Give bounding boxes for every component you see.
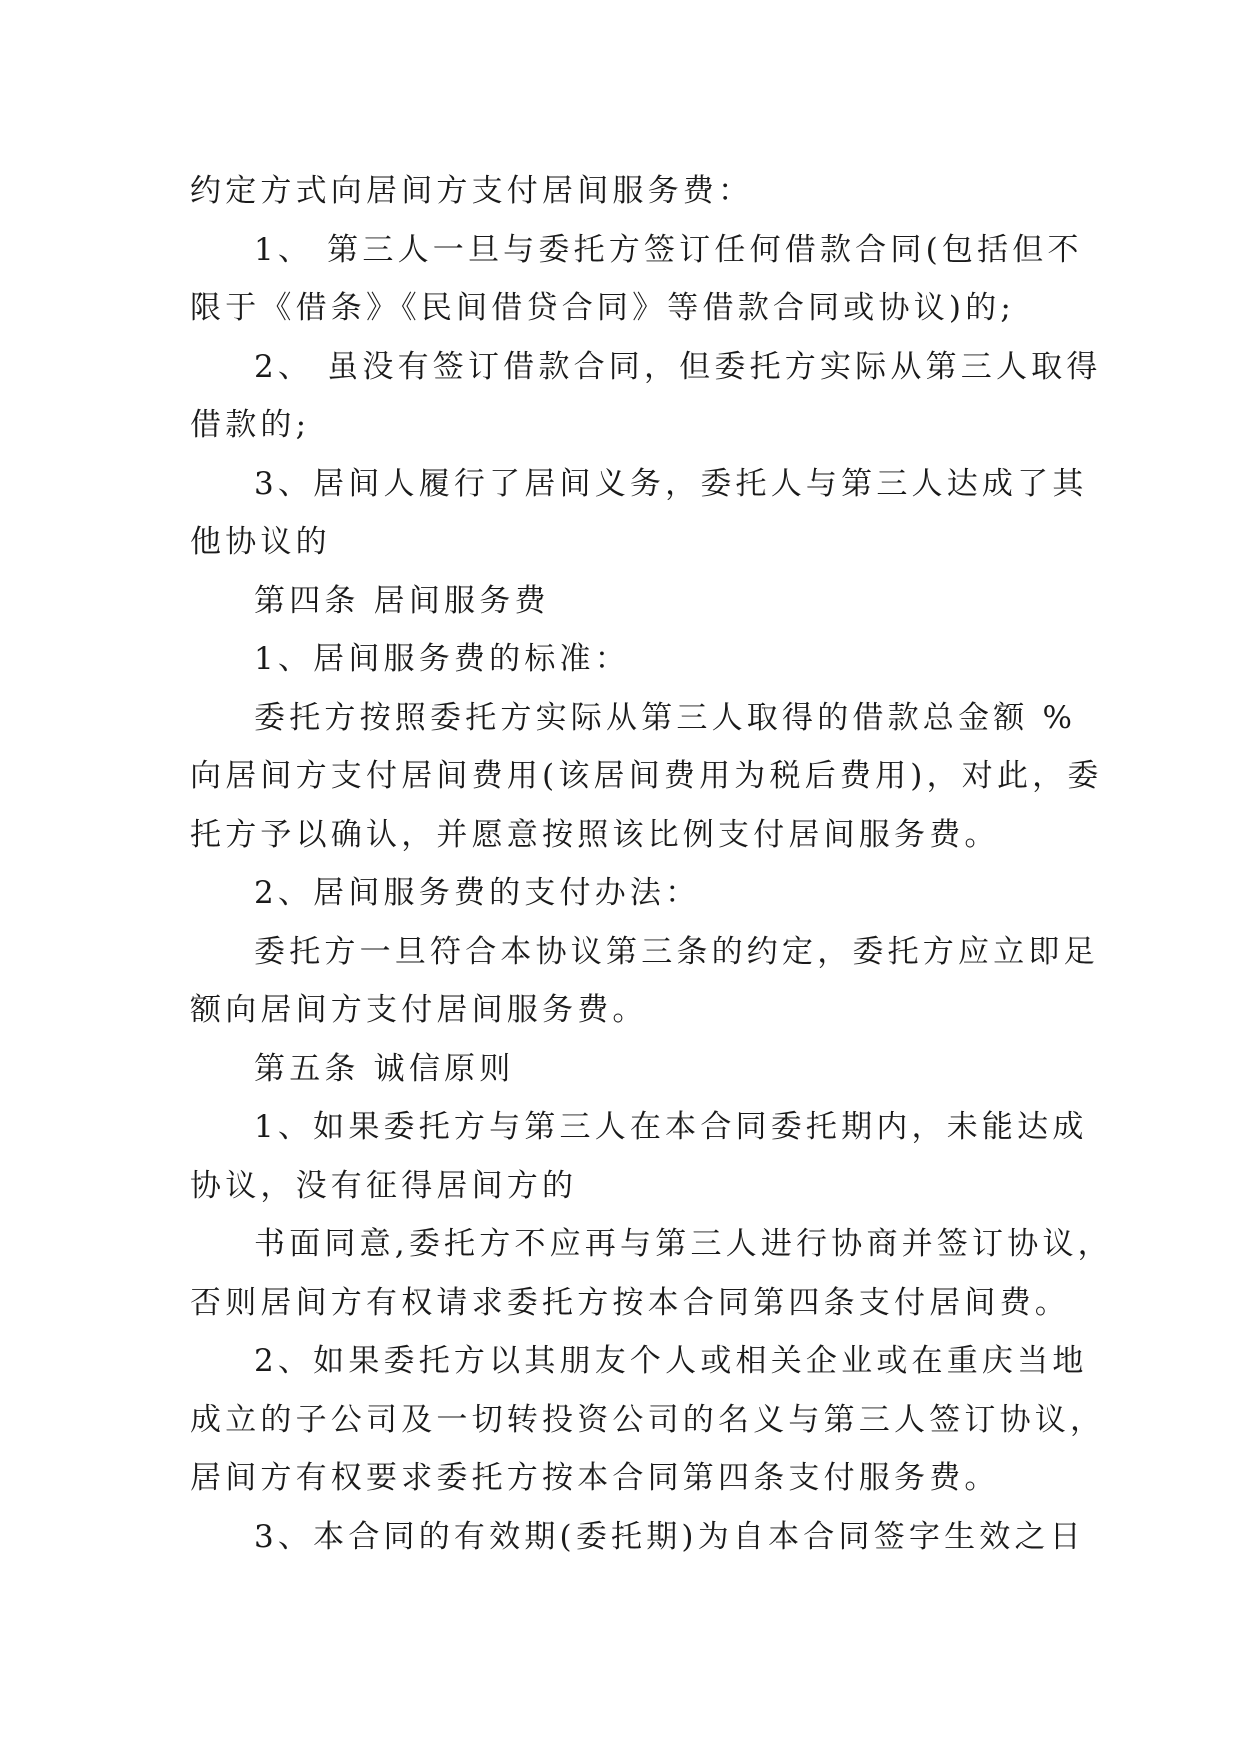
text-line-6: 3、居间人履行了居间义务，委托人与第三人达成了其 xyxy=(254,465,1088,502)
article-5-heading: 第五条 诚信原则 xyxy=(254,1050,515,1087)
text-line-5: 借款的; xyxy=(190,407,311,443)
text-line-1: 约定方式向居间方支付居间服务费： xyxy=(190,173,754,209)
text-line-23: 居间方有权要求委托方按本合同第四条支付服务费。 xyxy=(190,1460,1000,1496)
text-line-24: 3、本合同的有效期(委托期)为自本合同签字生效之日 xyxy=(254,1518,1085,1555)
article-4-heading: 第四条 居间服务费 xyxy=(254,582,550,619)
text-line-3: 限于《借条》《民间借贷合同》等借款合同或协议)的; xyxy=(190,290,1016,326)
text-line-14: 委托方一旦符合本协议第三条的约定，委托方应立即足 xyxy=(254,933,1099,970)
text-line-20: 否则居间方有权请求委托方按本合同第四条支付居间费。 xyxy=(190,1284,1070,1321)
text-line-2: 1、 第三人一旦与委托方签订任何借款合同(包括但不 xyxy=(254,231,1083,268)
text-line-9: 1、居间服务费的标准： xyxy=(254,641,630,677)
text-line-11: 向居间方支付居间费用(该居间费用为税后费用)，对此，委 xyxy=(190,758,1103,794)
text-line-17: 1、如果委托方与第三人在本合同委托期内，未能达成 xyxy=(254,1109,1088,1145)
text-line-10: 委托方按照委托方实际从第三人取得的借款总金额 % xyxy=(254,699,1077,736)
text-line-7: 他协议的 xyxy=(190,524,331,560)
text-line-18: 协议，没有征得居间方的 xyxy=(190,1167,578,1204)
document-page xyxy=(190,162,1113,1566)
text-line-12: 托方予以确认，并愿意按照该比例支付居间服务费。 xyxy=(190,816,1000,853)
text-line-4: 2、 虽没有签订借款合同，但委托方实际从第三人取得 xyxy=(254,348,1102,385)
text-line-15: 额向居间方支付居间服务费。 xyxy=(190,992,648,1028)
text-line-19: 书面同意,委托方不应再与第三人进行协商并签订协议， xyxy=(254,1226,1113,1262)
text-line-13: 2、居间服务费的支付办法： xyxy=(254,875,701,911)
text-line-21: 2、如果委托方以其朋友个人或相关企业或在重庆当地 xyxy=(254,1343,1088,1379)
text-line-22: 成立的子公司及一切转投资公司的名义与第三人签订协议， xyxy=(190,1401,1106,1438)
